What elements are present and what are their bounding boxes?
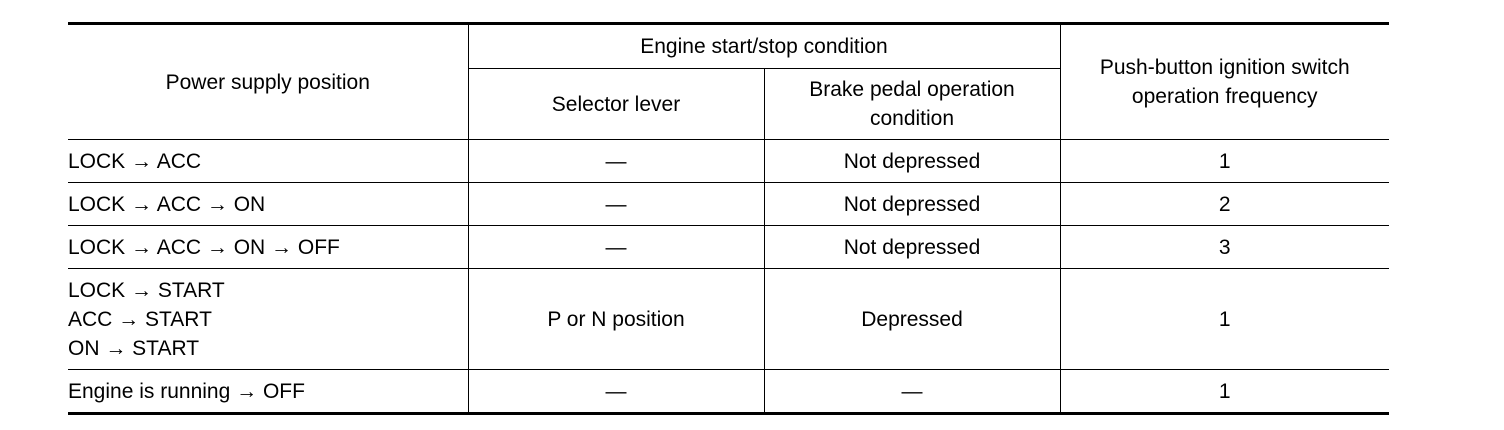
header-engine-condition-group: Engine start/stop condition: [468, 24, 1060, 69]
table-header: [68, 24, 1389, 140]
cell-operation-frequency: 1: [1060, 140, 1389, 183]
cell-power-supply-position: [68, 183, 468, 226]
position-sequence-line: LOCK → START: [68, 278, 225, 302]
header-brake-pedal: [764, 69, 1060, 140]
cell-power-supply-position: [68, 269, 468, 370]
cell-power-supply-position: [68, 140, 468, 183]
header-power-supply-position: Power supply position: [68, 24, 468, 140]
cell-power-supply-position: [68, 226, 468, 269]
cell-brake-pedal-condition: —: [764, 370, 1060, 414]
cell-brake-pedal-condition: Not depressed: [764, 183, 1060, 226]
position-sequence-line: LOCK → ACC → ON: [68, 192, 266, 216]
header-selector-lever: Selector lever: [468, 69, 764, 140]
cell-selector-lever: —: [468, 226, 764, 269]
table-row: [68, 370, 1389, 414]
cell-brake-pedal-condition: Depressed: [764, 269, 1060, 370]
engine-start-condition-table: [68, 22, 1389, 415]
cell-selector-lever: P or N position: [468, 269, 764, 370]
table-row: [68, 183, 1389, 226]
table-body: [68, 140, 1389, 414]
cell-operation-frequency: 1: [1060, 269, 1389, 370]
position-sequence-line: LOCK → ACC → ON → OFF: [68, 235, 340, 259]
cell-operation-frequency: 2: [1060, 183, 1389, 226]
cell-selector-lever: —: [468, 140, 764, 183]
table-row: [68, 140, 1389, 183]
header-frequency-label: Push-button ignition switch operation frequency: [1099, 56, 1350, 108]
cell-selector-lever: —: [468, 370, 764, 414]
position-sequence-line: ACC → START: [68, 307, 212, 331]
cell-operation-frequency: 3: [1060, 226, 1389, 269]
header-operation-frequency: [1060, 24, 1389, 140]
table-row: [68, 269, 1389, 370]
header-brake-pedal-label: Brake pedal operation condition: [809, 78, 1015, 130]
position-sequence-line: LOCK → ACC: [68, 149, 202, 173]
cell-brake-pedal-condition: Not depressed: [764, 226, 1060, 269]
position-sequence-line: ON → START: [68, 336, 200, 360]
position-sequence-line: Engine is running → OFF: [68, 379, 305, 403]
table-row: [68, 226, 1389, 269]
cell-power-supply-position: [68, 370, 468, 414]
cell-brake-pedal-condition: Not depressed: [764, 140, 1060, 183]
cell-operation-frequency: 1: [1060, 370, 1389, 414]
cell-selector-lever: —: [468, 183, 764, 226]
